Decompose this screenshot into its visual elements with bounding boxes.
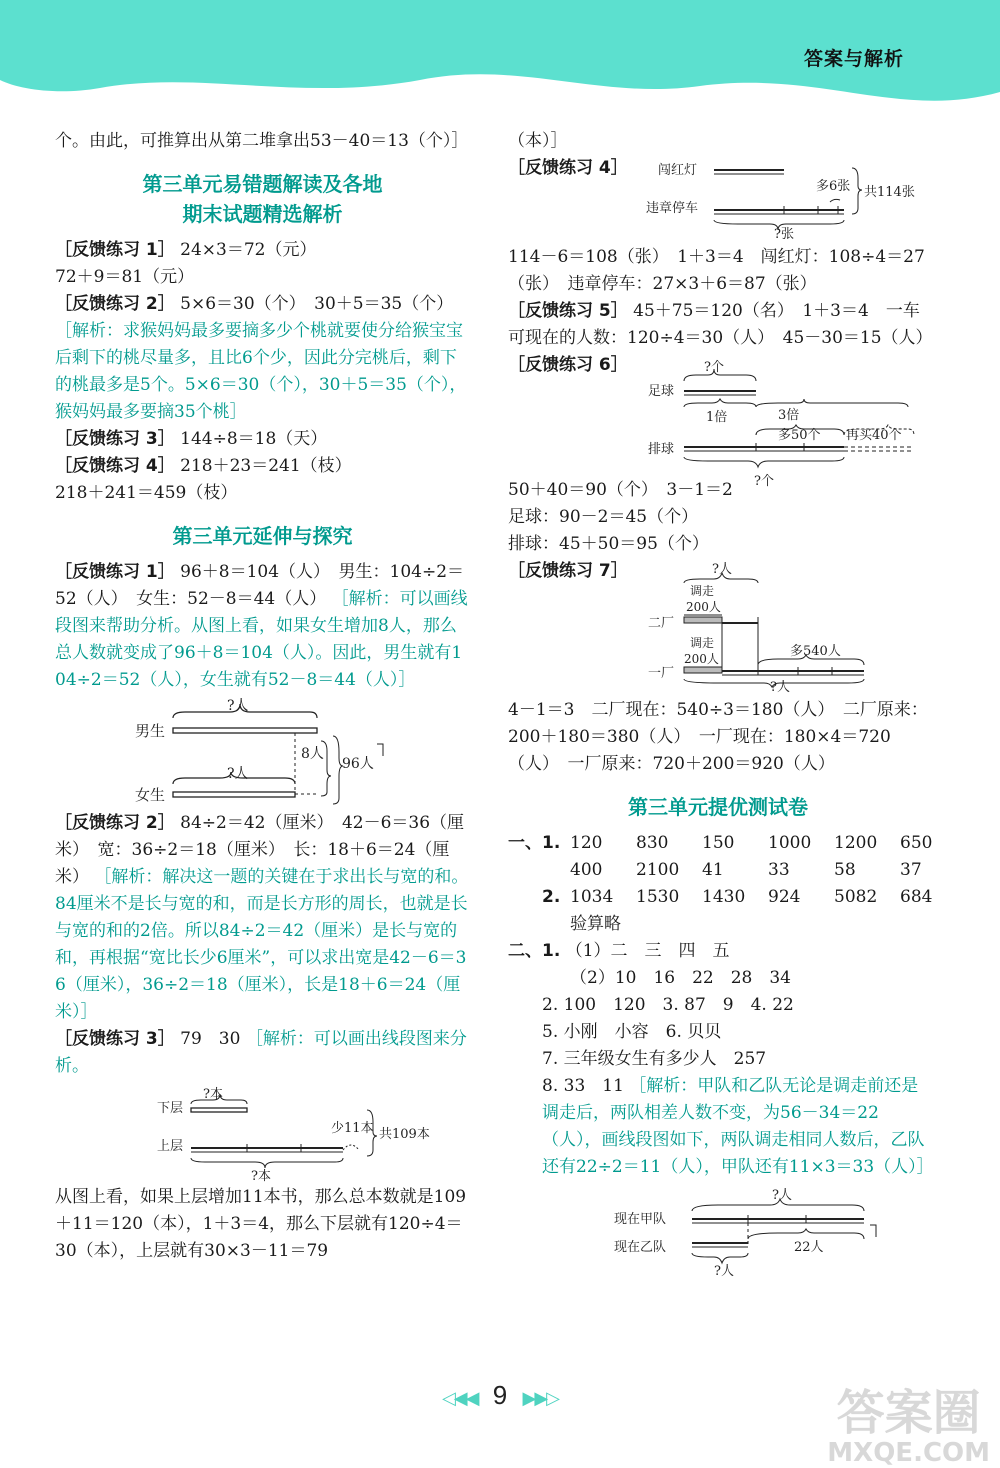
answer-text: 4－1＝3 二厂现在：540÷3＝180（人） 二厂原来：200＋180＝380（人） 一厂现在：180×4＝720（人） 一厂原来：720＋200＝920（人） <box>508 700 928 774</box>
right-column: （本）］ ［反馈练习 4］ 闯红灯 违章停车 多6张 共114张 ?张 114－6＝108（张） 1＋3＝4 闯红灯：108÷4＝27（张） 违章停车：27×3＋6＝87（张） ［反馈练习 5］ 45＋75＝120（名） 1＋3＝4 一车可现在的人数：120÷4＝30（人） 45－30＝15（人） ［反馈练习 6］ ?个 足球 1倍 3倍 多50个 再买40个 排球 ?个 50＋40＝90（个） 3－1＝2 足球：90－2＝45（个） 排球：45＋50＝95（个） ［反馈练习 7］ ?人 调走 200人 二厂 调走 200人 多540人 一厂 ?人 4－1＝3 二厂现在：540÷3＝180（人） 二厂原来：200＋180＝380（人） 一厂现在：180×4＝720（人） 一厂原来：720＋200＝920（人） 第三单元提优测试卷 一、1. 120 830 150 1000 1200 650 400 2100 41 33 58 37 2. 1034 1530 1430 924 5082 684 验算略 二、1. （1）二 三 四 五 （2）10 16 22 28 34 2. 100 120 3. 87 9 4. 22 5. 小刚 小容 6. 贝贝 7. 三年级女生有多少人 257 8. 33 11 ［解析：甲队和乙队无论是调走前还是调走后，两队相差人数不变，为56－34＝22（人），画线段图如下，两队调走相同人数后，乙队还有22÷2＝11（人），甲队还有11×3＝33（人）］ ?人 现在甲队 现在乙队 22人 ?人 <box>508 128 928 1281</box>
diagram-label: 200人 <box>684 652 719 666</box>
diagram-label: 共109本 <box>379 1127 430 1142</box>
diagram-label: ?个 <box>754 474 774 489</box>
exercise-tag: ［反馈练习 6］ <box>508 355 628 375</box>
diagram-label: ?张 <box>774 227 794 242</box>
line-diagram-boys-girls <box>55 696 470 808</box>
question-label: 2. <box>542 887 561 907</box>
exercise-tag: ［反馈练习 4］ <box>508 158 628 178</box>
answer-text: 7. 三年级女生有多少人 257 <box>542 1049 767 1069</box>
right-intro: （本）］ <box>508 131 568 151</box>
exercise-tag: ［反馈练习 4］ <box>55 456 175 476</box>
diagram-label: ?本 <box>251 1169 271 1184</box>
left-column <box>55 128 470 1265</box>
diagram-label: 足球 <box>648 384 675 399</box>
diagram-label: ?人 <box>227 766 249 782</box>
header-banner <box>0 0 1000 120</box>
answer-text: 144÷8＝18（天） <box>180 429 328 449</box>
diagram-label: 8人 <box>301 746 324 762</box>
diagram-label: 排球 <box>648 442 675 457</box>
answer-text: 72＋9＝81（元） <box>55 267 195 287</box>
answer-text: 足球：90－2＝45（个） <box>508 507 699 527</box>
answer-text: 218＋241＝459（枝） <box>55 483 238 503</box>
exercise-tag: ［反馈练习 3］ <box>55 1029 175 1049</box>
analysis-note: ［解析：可以画线段图来帮助分析。从图上看，如果女生增加8人，那么总人数就变成了96＋8＝104（人）。因此，男生就有104÷2＝52（人），女生就有52－8＝44（人）］ <box>55 589 468 690</box>
diagram-label: 96人 <box>342 756 374 772</box>
watermark: 答案圈 MXQE.COM <box>827 1385 990 1468</box>
section-title-errors: 第三单元易错题解读及各地 期末试题精选解析 <box>142 172 383 226</box>
analysis-note: ［解析：可以画出线段图来分析。 <box>55 1029 467 1076</box>
next-arrows-icon: ▶▶▷ <box>522 1388 559 1409</box>
exercise-tag: ［反馈练习 7］ <box>508 561 628 581</box>
diagram-label: 调走 <box>690 636 715 650</box>
diagram-label: 共114张 <box>864 185 915 200</box>
diagram-label: 现在甲队 <box>614 1212 667 1227</box>
answer-text: 2. 100 120 3. 87 9 4. 22 <box>542 995 794 1015</box>
diagram-label: ?本 <box>203 1087 223 1102</box>
diagram-label: ?人 <box>772 1188 792 1203</box>
diagram-label: 200人 <box>686 600 721 614</box>
diagram-label: ?个 <box>704 360 724 375</box>
answer-text: （2）10 16 22 28 34 <box>570 968 791 988</box>
answer-text: 114－6＝108（张） 1＋3＝4 闯红灯：108÷4＝27（张） 违章停车：27×3＋6＝87（张） <box>508 247 925 294</box>
section-title-extension: 第三单元延伸与探究 <box>172 524 353 548</box>
exercise-tag: ［反馈练习 2］ <box>55 813 175 833</box>
answer-text: 从图上看，如果上层增加11本书，那么总本数就是109＋11＝120（本），1＋3＝4，那么下层就有120÷4＝30（本），上层就有30×3－11＝79 <box>55 1187 467 1261</box>
line-diagram-bookshelf <box>55 1082 470 1182</box>
answer-text: 79 30 <box>180 1029 241 1049</box>
exercise-tag: ［反馈练习 5］ <box>508 301 628 321</box>
diagram-label: 再买40个 <box>846 428 902 443</box>
question-label: 二、1. <box>508 941 561 961</box>
answer-text: 84÷2＝42（厘米） 42－6＝36（厘米） 宽：36÷2＝18（厘米） 长：18＋6＝24（厘米） <box>55 813 465 887</box>
exercise-tag: ［反馈练习 2］ <box>55 294 175 314</box>
diagram-label: 22人 <box>794 1240 824 1255</box>
diagram-label: 违章停车 <box>646 201 699 216</box>
diagram-label: ?人 <box>714 1264 734 1279</box>
diagram-label: 闯红灯 <box>658 163 698 178</box>
page-number: 9 <box>492 1380 508 1410</box>
prev-arrows-icon: ◁◀◀ <box>441 1388 478 1409</box>
question-label: 一、1. <box>508 833 561 853</box>
exercise-tag: ［反馈练习 1］ <box>55 240 175 260</box>
diagram-label: 1倍 <box>706 410 728 425</box>
answer-text: 50＋40＝90（个） 3－1＝2 <box>508 480 733 500</box>
diagram-label: 多50个 <box>778 428 821 443</box>
diagram-label: 多540人 <box>790 644 841 659</box>
diagram-label: 女生 <box>135 786 166 804</box>
analysis-note: ［解析：求猴妈妈最多要摘多少个桃就要使分给猴宝宝后剩下的桃尽量多，且比6个少，因此分完桃后，剩下的桃最多是5个。5×6＝30（个），30＋5＝35（个），猴妈妈最多要摘35个桃］ <box>55 321 467 422</box>
diagram-label: 上层 <box>157 1139 184 1154</box>
section-title-test: 第三单元提优测试卷 <box>628 795 808 819</box>
answer-text: 8. 33 11 <box>542 1076 624 1096</box>
exercise-tag: ［反馈练习 1］ <box>55 562 175 582</box>
exercise-tag: ［反馈练习 3］ <box>55 429 175 449</box>
diagram-label: ?人 <box>770 680 790 695</box>
analysis-note: ［解析：甲队和乙队无论是调走前还是调走后，两队相差人数不变，为56－34＝22（人），画线段图如下，两队调走相同人数后，乙队还有22÷2＝11（人），甲队还有11×3＝33（人）］ <box>542 1076 934 1177</box>
diagram-label: 现在乙队 <box>614 1240 667 1255</box>
answer-text: 218＋23＝241（枝） <box>180 456 352 476</box>
answer-text: 排球：45＋50＝95（个） <box>508 534 709 554</box>
answer-text: 验算略 <box>570 914 621 934</box>
diagram-label: 二厂 <box>648 616 675 631</box>
analysis-note: ［解析：解决这一题的关键在于求出长与宽的和。84厘米不是长与宽的和，而是长方形的周长，也就是长与宽的和的2倍。所以84÷2＝42（厘米）是长与宽的和，再根据“宽比长少6厘米”，可以求出宽是42－6＝36（厘米），36÷2＝18（厘米），长是18＋6＝24（厘米）］ <box>55 867 469 1022</box>
answer-text: 24×3＝72（元） <box>180 240 317 260</box>
diagram-label: 男生 <box>135 722 166 740</box>
diagram-label: 调走 <box>690 584 715 598</box>
line-diagram-teams <box>508 1183 928 1279</box>
answer-text: 96＋8＝104（人） 男生：104÷2＝52（人） 女生：52－8＝44（人） <box>55 562 465 609</box>
diagram-label: ?人 <box>712 562 732 577</box>
answer-text: 5×6＝30（个） 30＋5＝35（个） <box>180 294 454 314</box>
diagram-label: 3倍 <box>778 408 800 423</box>
diagram-label: 多6张 <box>816 179 851 194</box>
diagram-label: 少11本 <box>331 1121 374 1136</box>
answer-text: 5. 小刚 小容 6. 贝贝 <box>542 1022 722 1042</box>
diagram-label: 一厂 <box>648 666 675 681</box>
left-intro: 个。由此，可推算出从第二堆拿出53－40＝13（个）］ <box>55 131 469 151</box>
header-title: 答案与解析 <box>803 48 904 70</box>
diagram-label: 下层 <box>157 1101 184 1116</box>
answer-text: 45＋75＝120（名） 1＋3＝4 一车可现在的人数：120÷4＝30（人） 45－30＝15（人） <box>508 301 933 348</box>
diagram-label: ?人 <box>227 698 249 714</box>
